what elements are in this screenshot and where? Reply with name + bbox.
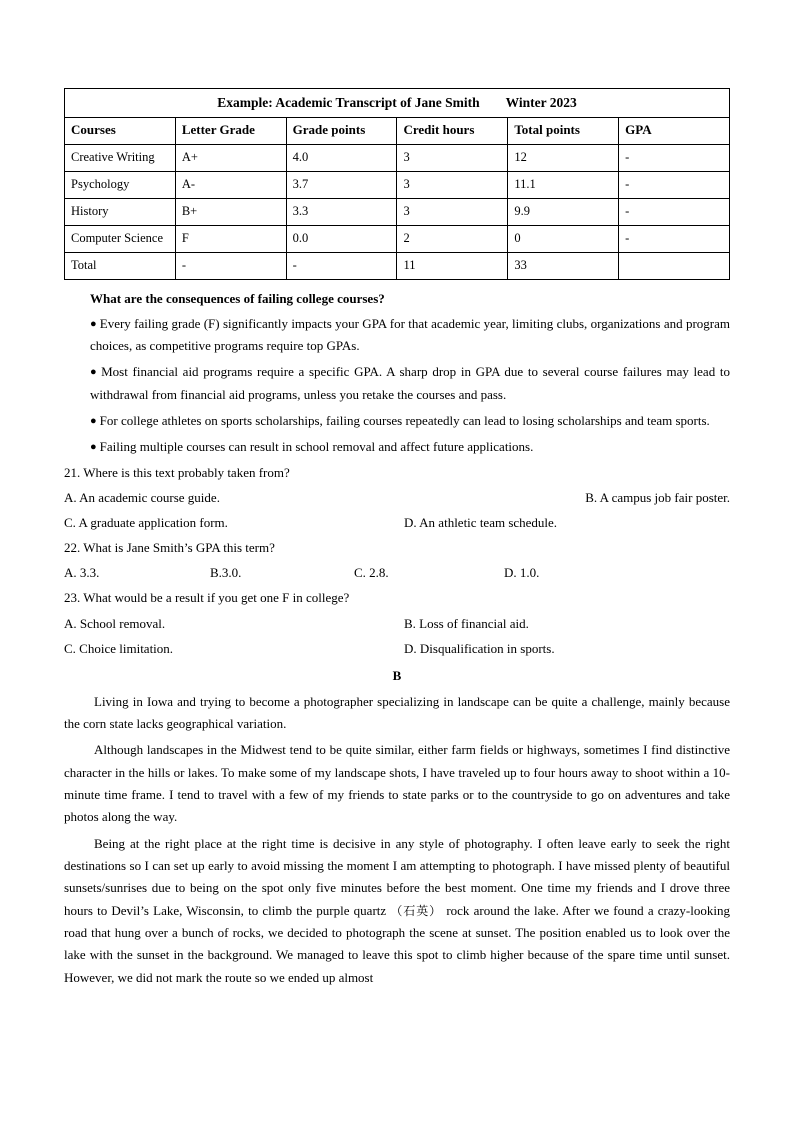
- question-21-option-b[interactable]: B. A campus job fair poster.: [585, 490, 730, 506]
- section-b-paragraph-3: [64, 833, 730, 990]
- bullet-dot-icon: ●: [90, 414, 97, 427]
- cell-gpa: -: [619, 226, 730, 253]
- cell-letter-grade: A-: [175, 172, 286, 199]
- cell-credit-hours: 3: [397, 172, 508, 199]
- transcript-title-term: Winter 2023: [505, 94, 577, 110]
- question-21-option-c[interactable]: C. A graduate application form.: [64, 515, 228, 531]
- column-header-total-points: Total points: [508, 118, 619, 145]
- cell-credit-hours: 2: [397, 226, 508, 253]
- section-b-letter: B: [392, 667, 402, 683]
- bullet-dot-icon: ●: [90, 317, 97, 330]
- cell-grade-points: 0.0: [286, 226, 397, 253]
- table-row: [65, 199, 730, 226]
- consequence-bullet-2: [64, 361, 730, 406]
- cell-gpa: -: [619, 199, 730, 226]
- question-22-option-d[interactable]: D. 1.0.: [504, 565, 540, 581]
- column-header-gpa: GPA: [619, 118, 730, 145]
- cell-letter-grade: -: [175, 253, 286, 280]
- cell-credit-hours: 3: [397, 199, 508, 226]
- bullet-dot-icon: ●: [90, 441, 97, 454]
- question-23-options-row-1: [64, 613, 730, 635]
- consequences-heading: What are the consequences of failing college courses?: [90, 291, 385, 306]
- cell-gpa: [619, 253, 730, 280]
- column-header-letter-grade: Letter Grade: [175, 118, 286, 145]
- column-header-credit-hours: Credit hours: [397, 118, 508, 145]
- question-23-stem: 23. What would be a result if you get one F in college?: [64, 590, 350, 606]
- transcript-table-body: [65, 89, 730, 280]
- section-b-paragraph-3-part2: rock around the lake. After we found a crazy-looking road that hung over a bunch of rocks, we decided to photograph the scene at sunset. The position enabled us to look over the lake with the sunset in the background. We managed to leave this spot to climb higher because of the spare time until sunset. However, we did not mark the route so we ended up almost: [64, 902, 730, 985]
- transcript-table: [64, 88, 730, 280]
- column-header-grade-points: Grade points: [286, 118, 397, 145]
- question-21-option-d[interactable]: D. An athletic team schedule.: [404, 515, 558, 531]
- cell-course: Computer Science: [65, 226, 176, 253]
- question-21-options-row-2: [64, 512, 730, 534]
- cell-letter-grade: F: [175, 226, 286, 253]
- section-b-paragraph-1: Living in Iowa and trying to become a photographer specializing in landscape can be quite a challenge, mainly because the corn state lacks geographical variation.: [64, 693, 730, 731]
- transcript-title-main: Example: Academic Transcript of Jane Smith: [217, 94, 480, 110]
- consequence-bullet-3: [64, 410, 730, 432]
- cell-grade-points: 4.0: [286, 145, 397, 172]
- question-23-option-c[interactable]: C. Choice limitation.: [64, 640, 174, 656]
- consequence-bullet-1: [64, 313, 730, 358]
- table-row-total: [65, 253, 730, 280]
- section-b-paragraph-3-part1: Being at the right place at the right time is decisive in any style of photography. I often leave early to seek the right destinations so I can set up early to avoid missing the moment I am attempting to photograph. I have missed plenty of beautiful sunsets/sunrises due to being on the spot only five minutes before the best moment. One time my friends and I drove three hours to Devil’s Lake, Wisconsin, to climb the purple quartz: [64, 835, 730, 918]
- consequence-bullet-text: Failing multiple courses can result in school removal and affect future applications.: [99, 439, 534, 455]
- question-22-option-a[interactable]: A. 3.3.: [64, 565, 100, 581]
- cell-course: Psychology: [65, 172, 176, 199]
- question-22-option-b[interactable]: B.3.0.: [210, 565, 242, 581]
- cell-credit-hours: 11: [397, 253, 508, 280]
- table-row: [65, 145, 730, 172]
- cell-letter-grade: A+: [175, 145, 286, 172]
- cell-credit-hours: 3: [397, 145, 508, 172]
- cell-total-points: 9.9: [508, 199, 619, 226]
- question-22-option-c[interactable]: C. 2.8.: [354, 565, 389, 581]
- cell-gpa: -: [619, 145, 730, 172]
- consequence-bullet-4: [64, 436, 730, 458]
- cell-total-points: 0: [508, 226, 619, 253]
- consequence-bullet-text: Most financial aid programs require a specific GPA. A sharp drop in GPA due to several course failures may lead to withdrawal from financial aid programs, unless you retake the courses and pass.: [90, 364, 730, 402]
- cell-grade-points: -: [286, 253, 397, 280]
- table-row: [65, 172, 730, 199]
- cell-gpa: -: [619, 172, 730, 199]
- question-23-option-b[interactable]: B. Loss of financial aid.: [404, 615, 529, 631]
- cell-total-points: 33: [508, 253, 619, 280]
- question-21-stem: 21. Where is this text probably taken from?: [64, 464, 290, 480]
- table-row: [65, 226, 730, 253]
- transcript-title-row: [65, 89, 730, 118]
- cell-total-points: 12: [508, 145, 619, 172]
- cell-course: Total: [65, 253, 176, 280]
- question-22-stem: 22. What is Jane Smith’s GPA this term?: [64, 540, 275, 556]
- question-23-options-row-2: [64, 638, 730, 660]
- cell-course: History: [65, 199, 176, 226]
- question-22-options-row: [64, 562, 730, 584]
- cell-total-points: 11.1: [508, 172, 619, 199]
- cell-grade-points: 3.3: [286, 199, 397, 226]
- cell-course: Creative Writing: [65, 145, 176, 172]
- bullet-dot-icon: ●: [90, 366, 99, 379]
- consequence-bullet-text: Every failing grade (F) significantly impacts your GPA for that academic year, limiting clubs, organizations and program choices, as competitive programs require top GPAs.: [90, 315, 730, 353]
- cell-grade-points: 3.7: [286, 172, 397, 199]
- transcript-header-row: [65, 118, 730, 145]
- question-21-option-a[interactable]: A. An academic course guide.: [64, 490, 220, 506]
- column-header-courses: Courses: [65, 118, 176, 145]
- consequence-bullet-text: For college athletes on sports scholarships, failing courses repeatedly can lead to losing scholarships and team sports.: [99, 412, 710, 428]
- section-b-paragraph-2: Although landscapes in the Midwest tend to be quite similar, either farm fields or highways, sometimes I find distinctive character in the hills or lakes. To make some of my landscape shots, I have traveled up to four hours away to shoot within a 10-minute time frame. I tend to travel with a few of my friends to state parks or to the countryside to go on adventures and take photos along the way.: [64, 742, 730, 825]
- question-21-options-row-1: [64, 487, 730, 509]
- question-23-option-a[interactable]: A. School removal.: [64, 615, 166, 631]
- transcript-title-cell: [65, 89, 730, 118]
- quartz-gloss-chinese: （石英）: [390, 903, 443, 918]
- cell-letter-grade: B+: [175, 199, 286, 226]
- question-23-option-d[interactable]: D. Disqualification in sports.: [404, 640, 555, 656]
